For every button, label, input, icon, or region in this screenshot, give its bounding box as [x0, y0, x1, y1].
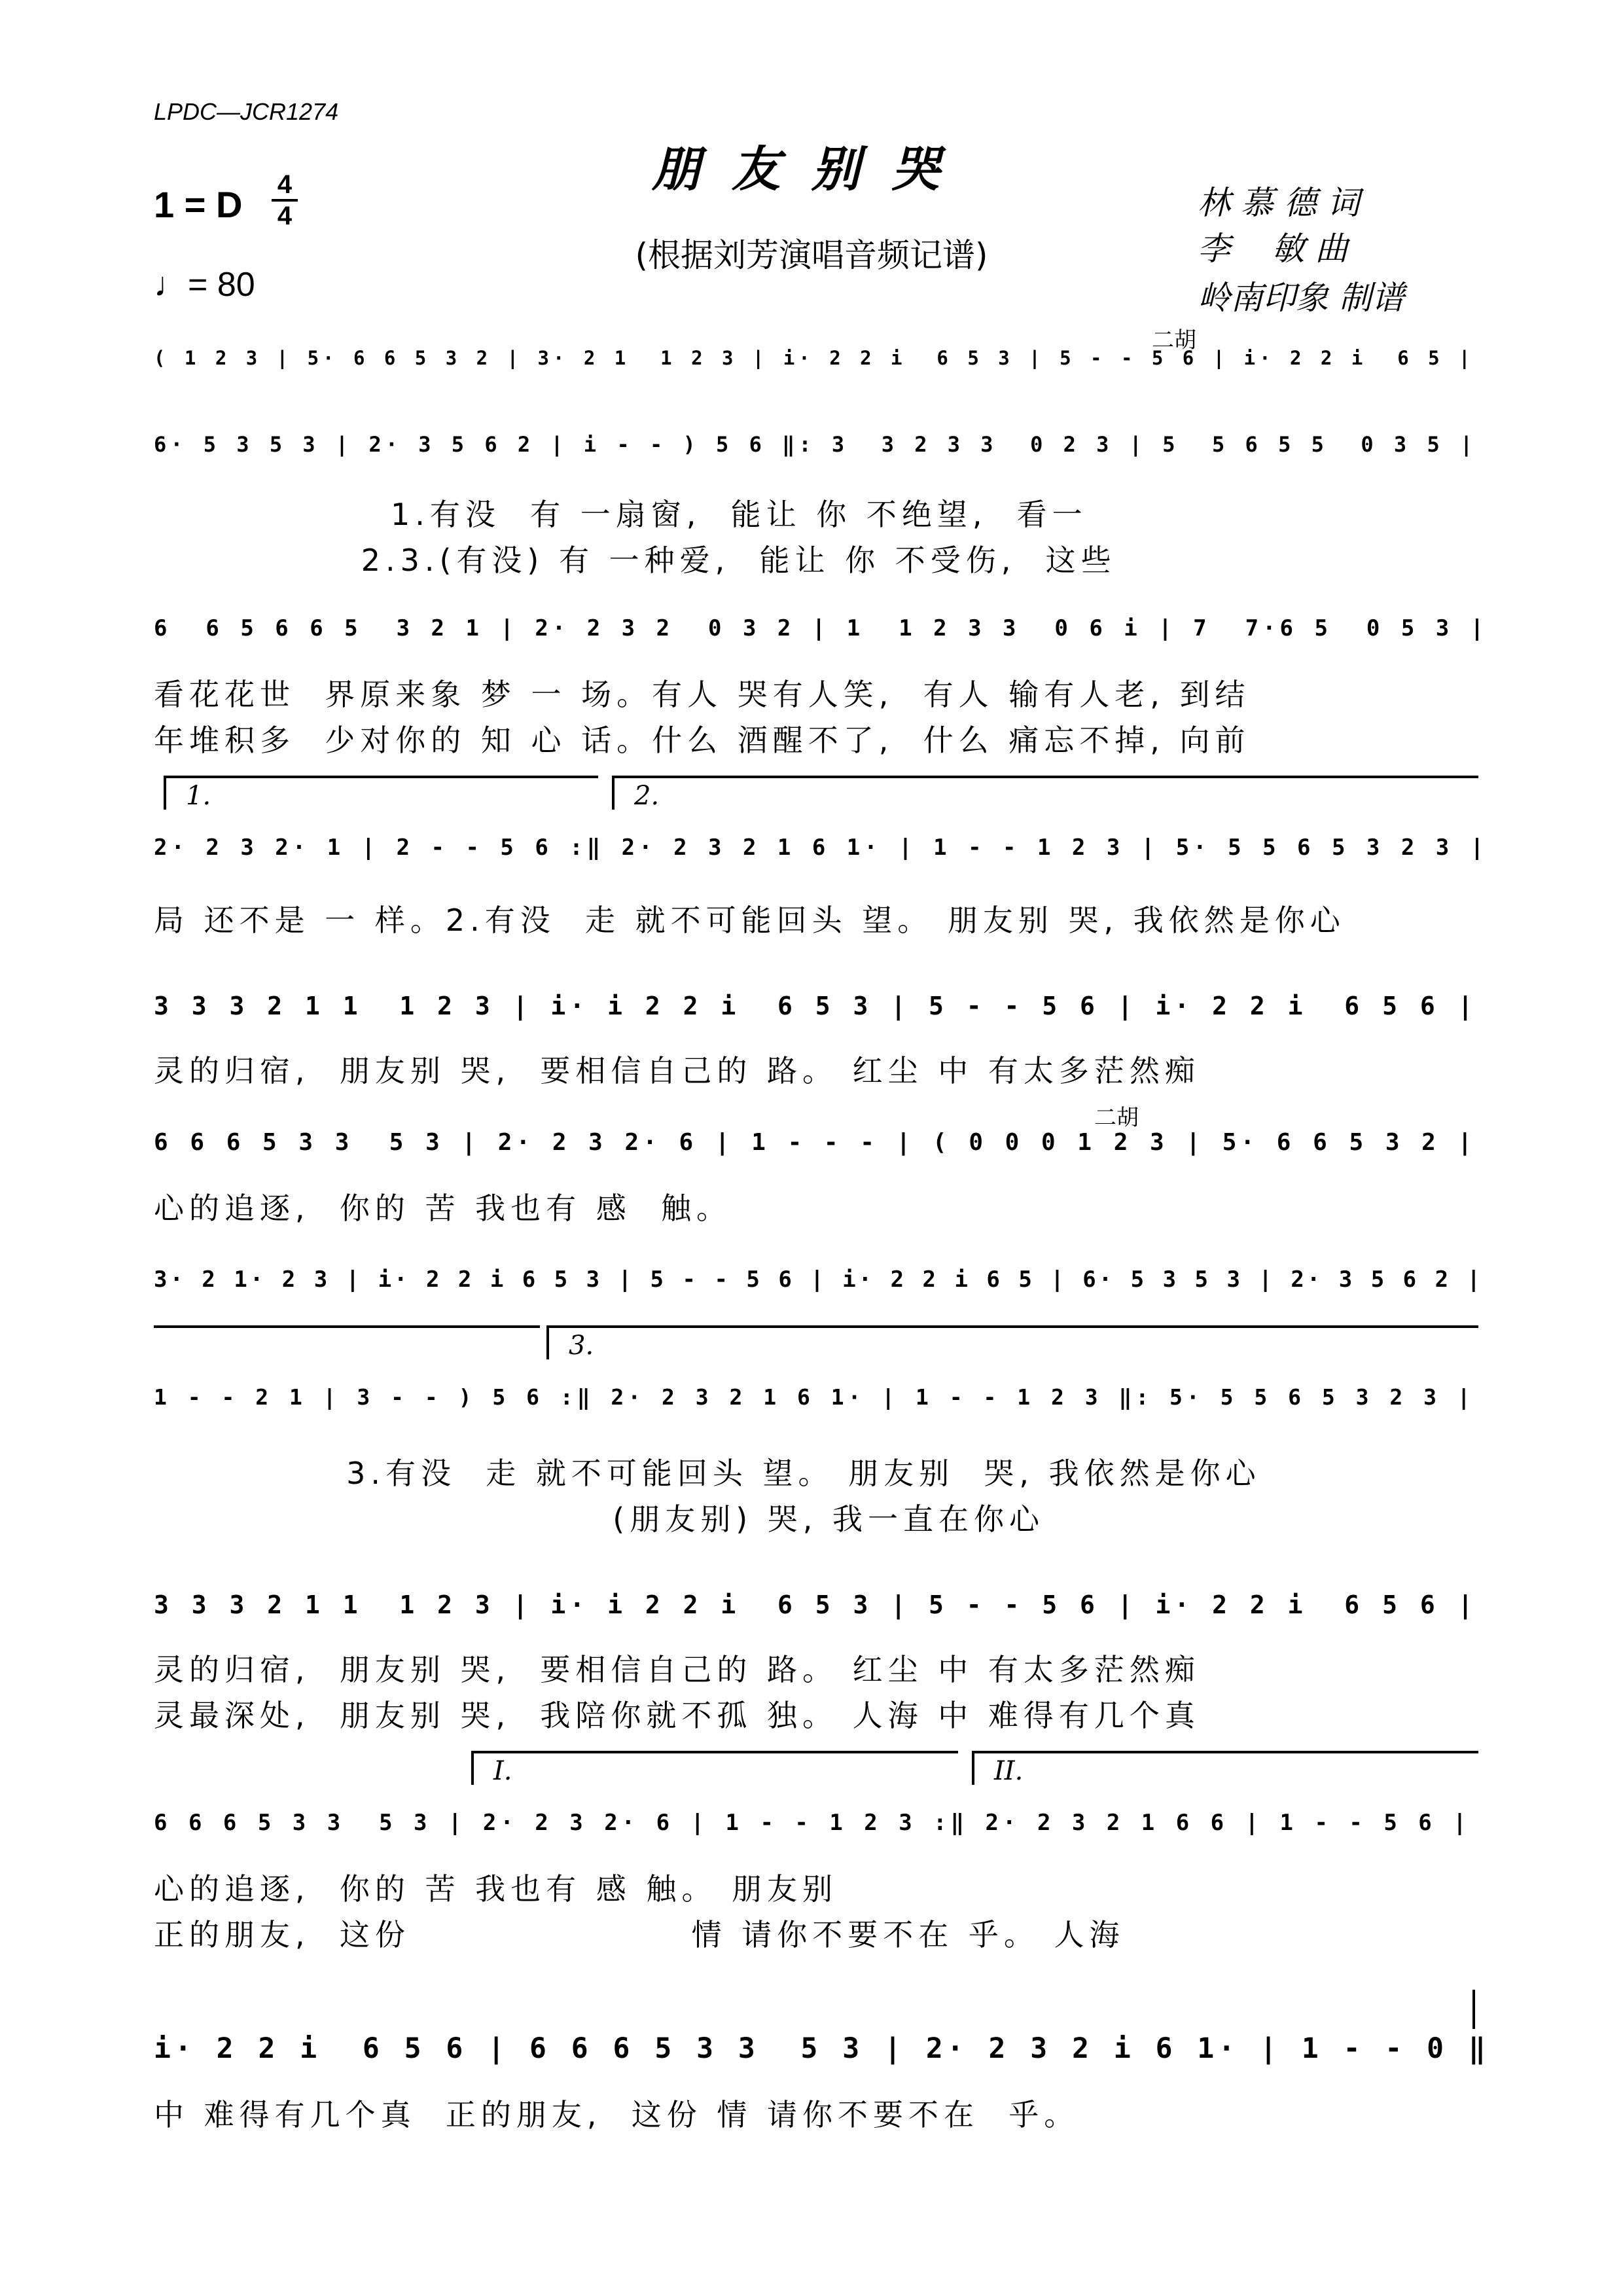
notation-line-9: 3 3 3 2 1 1 1 2 3 | i· i 2 2 i 6 5 3 | 5 - - 5 6 | i· 2 2 i 6 5 6 | — [154, 1590, 1477, 1619]
composer-credit: 李 敏 曲 — [1198, 230, 1348, 268]
volta-bracket: 3. — [546, 1325, 1478, 1359]
notation-line-7: 3· 2 1· 2 3 | i· 2 2 i 6 5 3 | 5 - - 5 6 | i· 2 2 i 6 5 | 6· 5 3 5 3 | 2· 3 5 6 2 | — [154, 1266, 1483, 1293]
transcriber-credit: 岭南印象 制谱 — [1198, 279, 1404, 317]
volta-bracket: 1. — [164, 776, 598, 810]
staff-rule — [154, 1325, 540, 1328]
notation-line-11: i· 2 2 i 6 5 6 | 6 6 6 5 3 3 5 3 | 2· 2 3 2 i 6 1· | 1 - - 0 ‖ — [154, 2032, 1489, 2065]
notation-line-5: 3 3 3 2 1 1 1 2 3 | i· i 2 2 i 6 5 3 | 5 - - 5 6 | i· 2 2 i 6 5 6 | — [154, 992, 1477, 1020]
lyric-line: 灵的归宿, 朋友别 哭, 要相信自己的 路。 红尘 中 有太多茫然痴 — [154, 1652, 1200, 1687]
volta-bracket: 2. — [612, 776, 1478, 810]
lyric-line: 3.有没 走 就不可能回头 望。 朋友别 哭, 我依然是你心 — [154, 1456, 1261, 1491]
instrument-label: 二胡 — [1152, 327, 1196, 353]
lyric-line: 2.3.(有没) 有 一种爱, 能让 你 不受伤, 这些 — [154, 543, 1116, 578]
lyric-line: 看花花世 界原来象 梦 一 场。有人 哭有人笑, 有人 输有人老, 到结 — [154, 677, 1251, 712]
lyricist-credit: 林 慕 德 词 — [1198, 184, 1360, 222]
lyric-line: 局 还不是 一 样。2.有没 走 就不可能回头 望。 朋友别 哭, 我依然是你心 — [154, 903, 1346, 938]
tempo-marking: ♩= 80 — [154, 266, 255, 304]
lyric-line: 1.有没 有 一扇窗, 能让 你 不绝望, 看一 — [154, 497, 1088, 532]
notation-line-3: 6 6 5 6 6 5 3 2 1 | 2· 2 3 2 0 3 2 | 1 1 2 3 3 0 6 i | 7 7·6 5 0 5 3 | — [154, 615, 1488, 641]
lyric-line: 正的朋友, 这份 情 请你不要不在 乎。 人海 — [154, 1917, 1125, 1952]
volta-bracket: II. — [972, 1751, 1478, 1785]
lyric-line: 心的追逐, 你的 苦 我也有 感 触。 朋友别 — [154, 1871, 838, 1907]
key-signature: 1 = D — [154, 184, 243, 225]
notation-line-6: 6 6 6 5 3 3 5 3 | 2· 2 3 2· 6 | 1 - - - | ( 0 0 0 1 2 3 | 5· 6 6 5 3 2 | — [154, 1129, 1476, 1156]
notation-line-8: 1 - - 2 1 | 3 - - ) 5 6 :‖ 2· 2 3 2 1 6 1· | 1 - - 1 2 3 ‖: 5· 5 5 6 5 3 2 3 | — [154, 1384, 1474, 1410]
instrument-label: 二胡 — [1094, 1105, 1139, 1131]
volta-bracket: I. — [471, 1751, 958, 1785]
notation-line-2: 6· 5 3 5 3 | 2· 3 5 6 2 | i - - ) 5 6 ‖: 3 3 2 3 3 0 2 3 | 5 5 6 5 5 0 3 5 | — [154, 432, 1477, 457]
staff-rule — [1472, 1990, 1475, 2029]
meter-bottom: 4 — [277, 202, 293, 230]
catalog-code: LPDC—JCR1274 — [154, 98, 339, 125]
subtitle: (根据刘芳演唱音频记谱) — [635, 236, 988, 274]
notation-line-1: ( 1 2 3 | 5· 6 6 5 3 2 | 3· 2 1 1 2 3 | i· 2 2 i 6 5 3 | 5 - - 5 6 | i· 2 2 i 6 5 | — [154, 347, 1474, 369]
lyric-line: 灵的归宿, 朋友别 哭, 要相信自己的 路。 红尘 中 有太多茫然痴 — [154, 1053, 1200, 1088]
lyric-line: 心的追逐, 你的 苦 我也有 感 触。 — [154, 1191, 732, 1226]
lyric-line: 年堆积多 少对你的 知 心 话。什么 酒醒不了, 什么 痛忘不掉, 向前 — [154, 723, 1251, 758]
notation-line-4: 2· 2 3 2· 1 | 2 - - 5 6 :‖ 2· 2 3 2 1 6 1· | 1 - - 1 2 3 | 5· 5 5 6 5 3 2 3 | — [154, 834, 1488, 861]
song-title: 朋友别哭 — [652, 141, 971, 198]
meter-top: 4 — [277, 170, 293, 199]
lyric-line: 中 难得有几个真 正的朋友, 这份 情 请你不要不在 乎。 — [154, 2097, 1080, 2132]
notation-line-10: 6 6 6 5 3 3 5 3 | 2· 2 3 2· 6 | 1 - - 1 2 3 :‖ 2· 2 3 2 1 6 6 | 1 - - 5 6 | — [154, 1810, 1471, 1836]
lyric-line: (朋友别) 哭, 我一直在你心 — [154, 1501, 1045, 1537]
lyric-line: 灵最深处, 朋友别 哭, 我陪你就不孤 独。 人海 中 难得有几个真 — [154, 1698, 1200, 1733]
time-signature — [272, 171, 298, 229]
